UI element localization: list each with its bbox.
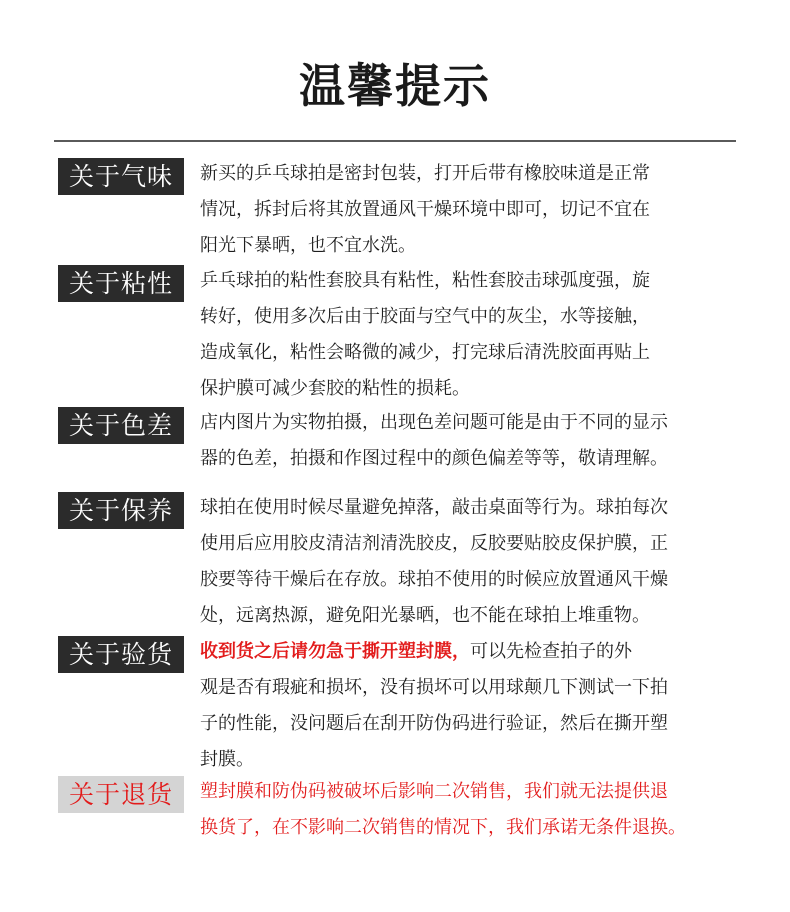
section-body-care (200, 490, 745, 634)
body-line: 使用后应用胶皮清洁剂清洗胶皮，反胶要贴胶皮保护膜，正 (200, 533, 668, 554)
section-body-smell (200, 156, 745, 264)
section-tag-inspection: 关于验货 (58, 636, 184, 673)
body-line: 阳光下暴晒，也不宜水洗。 (200, 235, 416, 256)
body-line: 观是否有瑕疵和损坏，没有损坏可以用球颠几下测试一下拍 (200, 677, 668, 698)
body-line: 情况，拆封后将其放置通风干燥环境中即可，切记不宜在 (200, 199, 650, 220)
body-line: 转好，使用多次后由于胶面与空气中的灰尘，水等接触， (200, 306, 650, 327)
body-line: 器的色差，拍摄和作图过程中的颜色偏差等等，敬请理解。 (200, 448, 668, 469)
section-tag-tack: 关于粘性 (58, 265, 184, 302)
body-line (200, 634, 745, 670)
body-line: 店内图片为实物拍摄，出现色差问题可能是由于不同的显示 (200, 412, 668, 433)
body-line: 造成氧化，粘性会略微的减少，打完球后清洗胶面再贴上 (200, 342, 650, 363)
title-divider (54, 140, 736, 142)
body-line: 保护膜可减少套胶的粘性的损耗。 (200, 378, 470, 399)
body-line: 胶要等待干燥后在存放。球拍不使用的时候应放置通风干燥 (200, 569, 668, 590)
body-line: 处，远离热源，避免阳光暴晒，也不能在球拍上堆重物。 (200, 605, 650, 626)
body-line: 球拍在使用时候尽量避免掉落，敲击桌面等行为。球拍每次 (200, 497, 668, 518)
section-body-color (200, 405, 745, 477)
warning-text: 收到货之后请勿急于撕开塑封膜， (200, 641, 470, 662)
section-body-tack (200, 263, 745, 407)
section-tag-return: 关于退货 (58, 776, 184, 813)
section-tag-color: 关于色差 (58, 407, 184, 444)
section-body-return (200, 774, 745, 846)
section-tag-smell: 关于气味 (58, 158, 184, 195)
body-line: 封膜。 (200, 749, 254, 770)
section-tag-care: 关于保养 (58, 492, 184, 529)
section-body-inspection (200, 634, 745, 778)
body-line: 换货了，在不影响二次销售的情况下，我们承诺无条件退换。 (200, 817, 686, 838)
body-line: 子的性能，没问题后在刮开防伪码进行验证，然后在撕开塑 (200, 713, 668, 734)
body-line: 新买的乒乓球拍是密封包装，打开后带有橡胶味道是正常 (200, 163, 650, 184)
body-line: 乒乓球拍的粘性套胶具有粘性，粘性套胶击球弧度强，旋 (200, 270, 650, 291)
page-title: 温馨提示 (299, 59, 491, 113)
body-text: 可以先检查拍子的外 (470, 641, 632, 662)
body-line: 塑封膜和防伪码被破坏后影响二次销售，我们就无法提供退 (200, 781, 668, 802)
